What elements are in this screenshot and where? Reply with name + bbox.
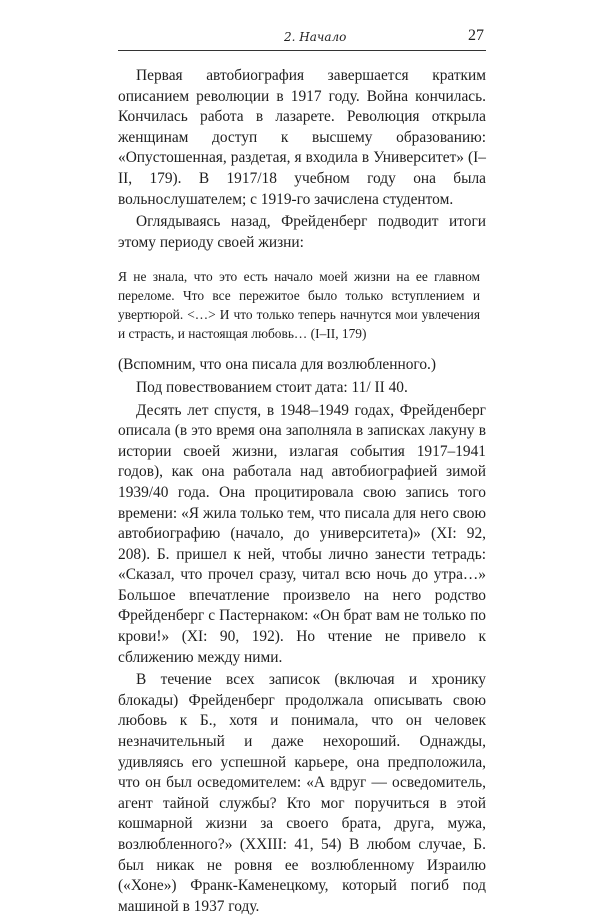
page-header [118, 28, 486, 51]
paragraph: (Вспомним, что она писала для возлюбленного.) [118, 356, 437, 374]
paragraph: Первая автобиография завершается кратким описанием революции в 1917 году. Война кончилась. Кончилась работа в лазарете. Революция открыла женщинам доступ к высшему образованию: «Опустошенная, раздетая, я входила в Университет» (I–II, 179). В 1917/18 учебном году она была вольнослушателем; с 1919-го зачислена студентом. [118, 67, 486, 208]
running-title: 2. Начало [284, 30, 347, 44]
paragraph: Оглядываясь назад, Фрейденберг подводит итоги этому периоду своей жизни: [118, 213, 486, 251]
paragraph: В течение всех записок (включая и хронику блокады) Фрейденберг продолжала описывать свою любовь к Б., хотя и понимала, что он человек незначительный и даже нехороший. Однажды, удивляясь его успешной карьере, она предположила, что он был осведомителем: «А вдруг — осведомитель, агент тайной службы? Кто мог поручиться в этой кошмарной жизни за своего брата, друга, мужа, возлюбленного?» (XXIII: 41, 54) В любом случае, Б. был никак не ровня ее возлюбленному Израилю («Хоне») Франк-Каменецкому, который погиб под машиной в 1937 году. [118, 671, 486, 915]
page-number: 27 [468, 27, 484, 44]
paragraph: Десять лет спустя, в 1948–1949 годах, Фрейденберг описала (в это время она заполняла в записках лакуну в истории своей жизни, излагая события 1917–1941 годов), как она работала над автобиографией зимой 1939/40 года. Она процитировала свою запись того времени: «Я жила только тем, что писала для него свою автобиографию (начало, до университета)» (XI: 92, 208). Б. пришел к ней, чтобы лично занести тетрадь: «Сказал, что прочел сразу, читал всю ночь до утра…» Большое впечатление произвело на него родство Фрейденберг с Пастернаком: «Он брат вам не только по крови!» (XI: 90, 192). Но чтение не привело к сближению между ними. [118, 401, 486, 666]
body-text [118, 66, 486, 919]
paragraph: Под повествованием стоит дата: 11/ II 40. [136, 378, 408, 396]
block-quote: Я не знала, что это есть начало моей жизни на ее главном переломе. Что все пережитое было только вступлением и увертюрой. <…> И что только теперь начнутся мои увлечения и страсть, и настоящая любовь… (I–II, 179) [118, 269, 480, 342]
